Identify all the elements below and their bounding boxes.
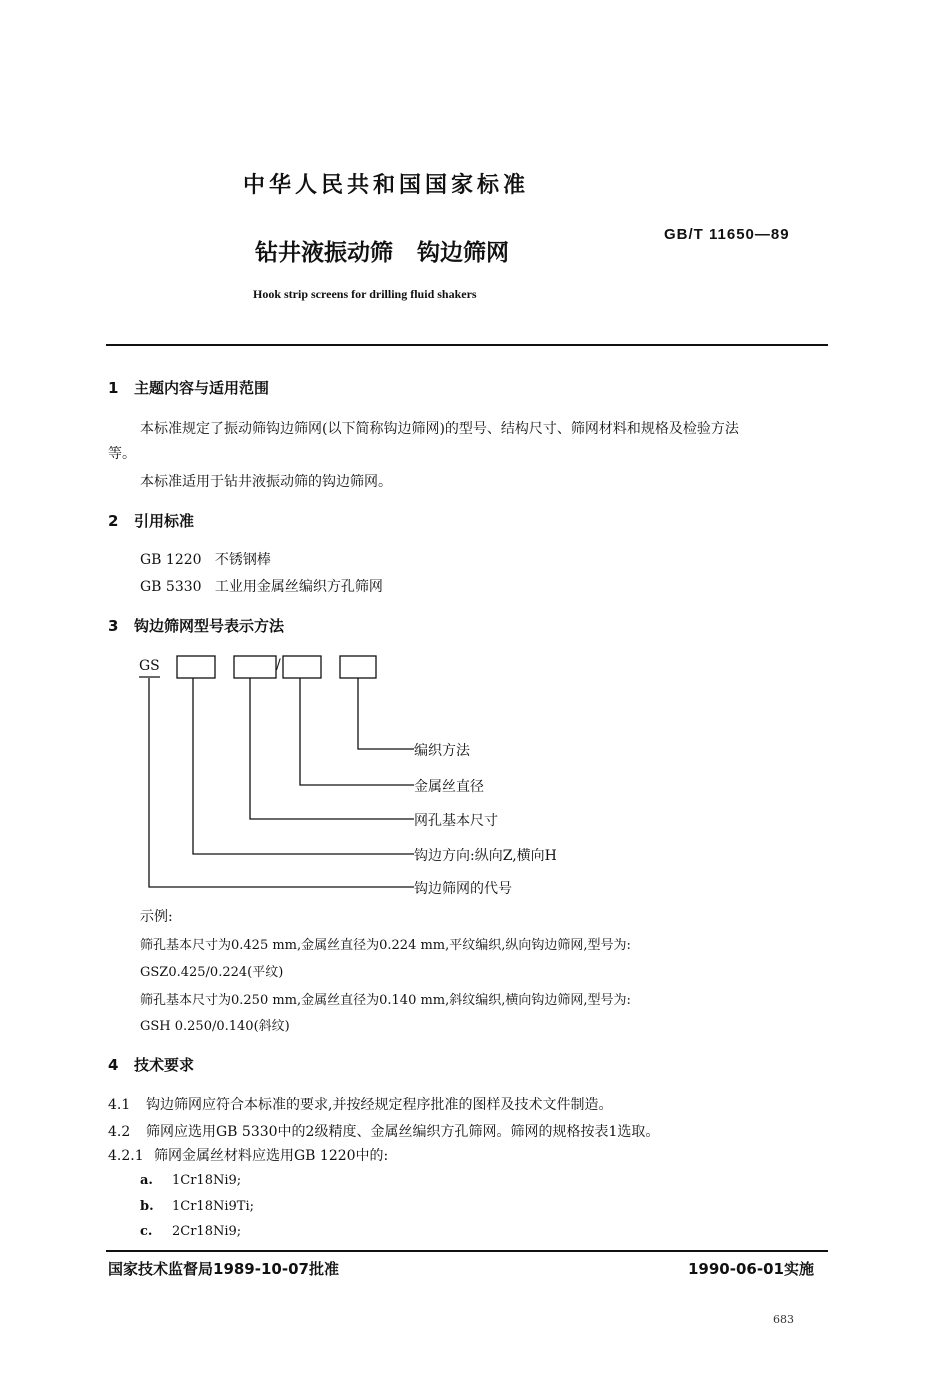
clause-text: 筛网金属丝材料应选用GB 1220中的: — [154, 1148, 389, 1164]
prefix-leader — [149, 678, 414, 887]
list-marker: a. — [140, 1173, 153, 1188]
document-title-part-a: 钻井液振动筛 — [255, 240, 393, 266]
clause-text: 筛网应选用GB 5330中的2级精度、金属丝编织方孔筛网。筛网的规格按表1选取。 — [146, 1124, 660, 1140]
clause-number: 4.1 — [108, 1097, 131, 1113]
direction-box — [177, 656, 215, 678]
wire-diameter-box — [283, 656, 321, 678]
label-hook-direction: 钩边方向:纵向Z,横向H — [414, 848, 557, 864]
wire-diameter-leader — [300, 678, 414, 785]
section-3-number: 3 — [108, 617, 119, 635]
approval-statement: 国家技术监督局1989-10-07批准 — [108, 1260, 339, 1278]
weave-box — [340, 656, 376, 678]
section-1-paragraph-2: 本标准适用于钻井液振动筛的钩边筛网。 — [140, 474, 392, 490]
english-title: Hook strip screens for drilling fluid shakers — [253, 287, 477, 301]
section-3-title: 钩边筛网型号表示方法 — [134, 617, 285, 635]
label-screen-code: 钩边筛网的代号 — [414, 881, 512, 897]
national-standard-title: 中华人民共和国国家标准 — [243, 173, 530, 198]
reference-code: GB 5330 — [140, 579, 202, 595]
model-prefix: GS — [139, 658, 160, 674]
weave-leader — [358, 678, 414, 749]
material-item-a — [140, 1173, 241, 1188]
example-1-description: 筛孔基本尺寸为0.425 mm,金属丝直径为0.224 mm,平纹编织,纵向钩边筛网,型号为: — [140, 938, 631, 953]
example-label: 示例: — [140, 909, 173, 925]
standard-number: GB/T 11650—89 — [664, 226, 790, 243]
section-1-number: 1 — [108, 379, 119, 397]
label-wire-diameter: 金属丝直径 — [414, 779, 484, 795]
list-marker: b. — [140, 1199, 154, 1214]
clause-number: 4.2.1 — [108, 1148, 144, 1164]
material-item-c — [140, 1224, 241, 1239]
label-weave-method: 编织方法 — [414, 743, 470, 759]
section-1-paragraph-1-line-2: 等。 — [108, 446, 136, 462]
direction-leader — [193, 678, 414, 854]
section-4-number: 4 — [108, 1056, 119, 1074]
section-2-title: 引用标准 — [134, 512, 195, 530]
clause-number: 4.2 — [108, 1124, 131, 1140]
list-marker: c. — [140, 1224, 153, 1239]
clause-text: 钩边筛网应符合本标准的要求,并按经规定程序批准的图样及技术文件制造。 — [146, 1097, 613, 1113]
section-2-number: 2 — [108, 512, 119, 530]
page-number: 683 — [773, 1313, 794, 1326]
clause-4-2-1 — [108, 1145, 388, 1165]
clause-4-1 — [108, 1094, 612, 1114]
example-2-code: GSH 0.250/0.140(斜纹) — [140, 1019, 290, 1034]
example-1-code: GSZ0.425/0.224(平纹) — [140, 965, 284, 980]
implementation-date: 1990-06-01实施 — [688, 1260, 814, 1278]
section-4-heading — [108, 1054, 194, 1075]
section-1-paragraph-1-line-1: 本标准规定了振动筛钩边筛网(以下简称钩边筛网)的型号、结构尺寸、筛网材料和规格及检验方法 — [140, 421, 739, 437]
reference-code: GB 1220 — [140, 552, 202, 568]
example-2-description: 筛孔基本尺寸为0.250 mm,金属丝直径为0.140 mm,斜纹编织,横向钩边筛网,型号为: — [140, 993, 631, 1008]
material-name: 1Cr18Ni9; — [172, 1173, 242, 1188]
section-1-title: 主题内容与适用范围 — [134, 379, 270, 397]
label-aperture-size: 网孔基本尺寸 — [414, 813, 498, 829]
footer-divider — [106, 1250, 828, 1252]
clause-4-2 — [108, 1121, 659, 1141]
section-4-title: 技术要求 — [134, 1056, 195, 1074]
reference-name: 工业用金属丝编织方孔筛网 — [214, 579, 383, 595]
material-name: 2Cr18Ni9; — [172, 1224, 242, 1239]
material-name: 1Cr18Ni9Ti; — [172, 1199, 254, 1214]
reference-name: 不锈钢棒 — [214, 552, 271, 568]
aperture-box — [234, 656, 276, 678]
material-item-b — [140, 1199, 254, 1214]
model-slash: / — [276, 657, 281, 673]
document-title-part-b: 钩边筛网 — [417, 240, 509, 266]
